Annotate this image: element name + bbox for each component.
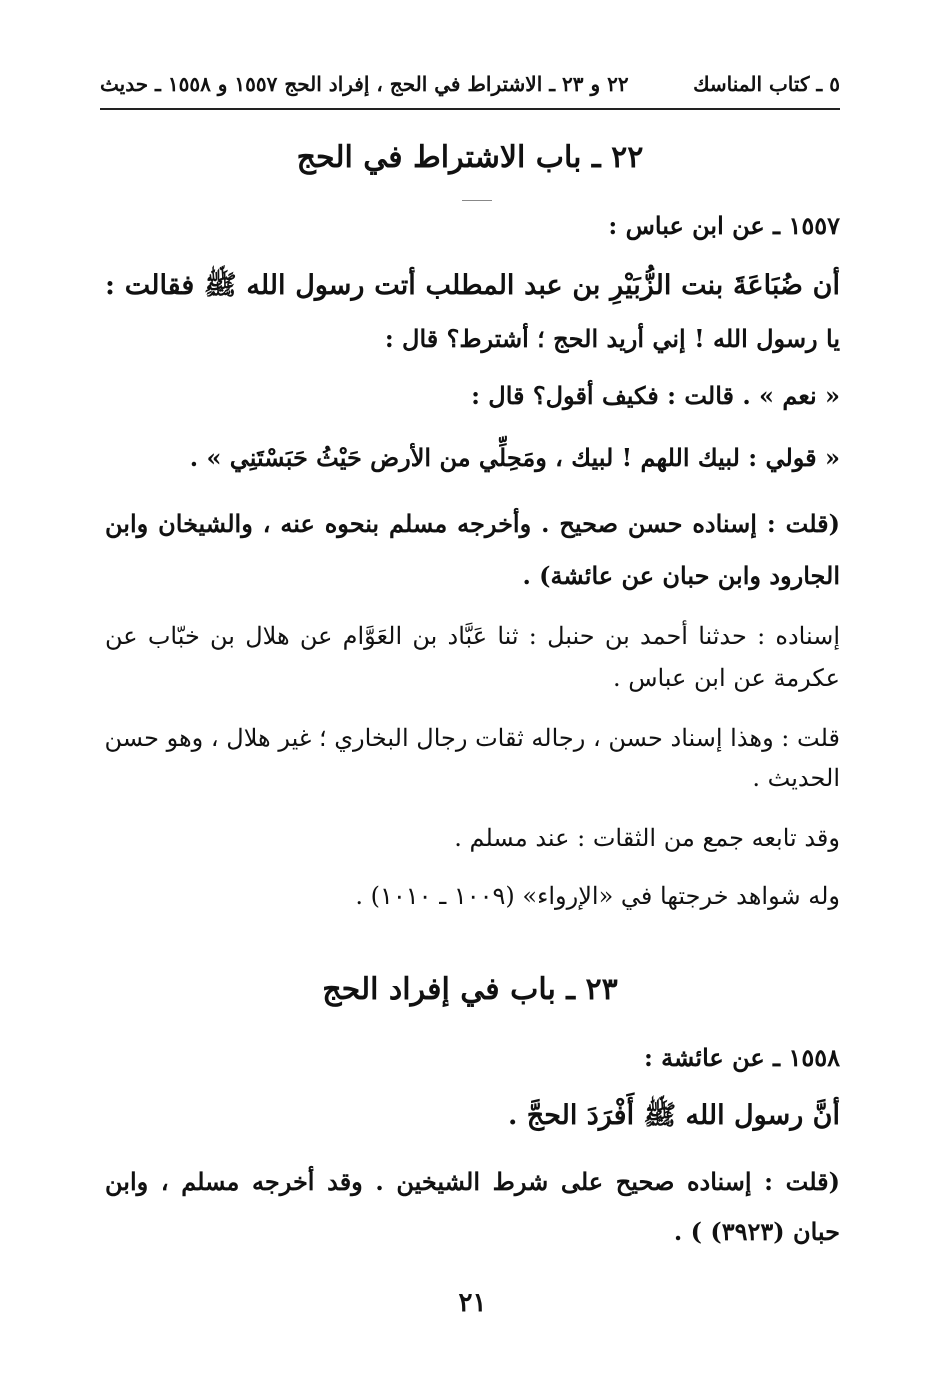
hadith-1557-text-line: « نعم » . قالت : فكيف أقول؟ قال : <box>471 381 840 410</box>
hadith-1557-heading: ١٥٥٧ ـ عن ابن عباس : <box>608 211 840 240</box>
hadith-1557-text-line: « قولي : لبيك اللهم ! لبيك ، ومَحِلِّي من الأرض حَيْثُ حَبَسْتَنِي » . <box>189 443 840 472</box>
hadith-1557-isnad-line: إسناده : حدثنا أحمد بن حنبل : ثنا عَبَّاد بن العَوَّام عن هلال بن خبّاب عن <box>105 622 840 650</box>
hadith-1557-isnad-line: عكرمة عن ابن عباس . <box>612 664 840 692</box>
hadith-1557-follow-line: وقد تابعه جمع من الثقات : عند مسلم . <box>454 824 840 852</box>
hadith-1557-comment-line: الحديث . <box>752 764 840 792</box>
hadith-1558-heading: ١٥٥٨ ـ عن عائشة : <box>643 1043 840 1072</box>
hadith-1558-text-line: أنَّ رسول الله ﷺ أَفْرَدَ الحجَّ . <box>507 1100 840 1131</box>
header-rule <box>100 108 840 110</box>
hadith-1557-witness-line: وله شواهد خرجتها في «الإرواء» (١٠٠٩ ـ ١٠١٠) . <box>355 882 840 910</box>
chapter-22-title: ٢٢ ـ باب الاشتراط في الحج <box>296 140 644 175</box>
title-divider-mark <box>462 200 492 201</box>
hadith-1558-note-line: حبان (٣٩٢٣) ) . <box>673 1217 840 1246</box>
header-book-title: ٥ ـ كتاب المناسك <box>693 72 840 96</box>
hadith-1558-note-line: (قلت : إسناده صحيح على شرط الشيخين . وقد أخرجه مسلم ، وابن <box>105 1167 840 1196</box>
hadith-1557-comment-line: قلت : وهذا إسناد حسن ، رجاله ثقات رجال البخاري ؛ غير هلال ، وهو حسن <box>104 724 840 752</box>
hadith-1557-note-line: الجارود وابن حبان عن عائشة) . <box>522 561 840 590</box>
header-section-title: ٢٢ و ٢٣ ـ الاشتراط في الحج ، إفراد الحج ١٥٥٧ و ١٥٥٨ ـ حديث <box>100 72 629 96</box>
running-header <box>100 72 840 108</box>
hadith-1557-text-line: أن ضُبَاعَةَ بنت الزُّبَيْرِ بن عبد المطلب أتت رسول الله ﷺ فقالت : <box>105 270 840 301</box>
hadith-1557-note-line: (قلت : إسناده حسن صحيح . وأخرجه مسلم بنحوه عنه ، والشيخان وابن <box>105 509 840 538</box>
hadith-1557-text-line: يا رسول الله ! إني أريد الحج ؛ أشترط؟ قال : <box>384 324 840 353</box>
page-number: ٢١ <box>458 1288 487 1318</box>
chapter-23-title: ٢٣ ـ باب في إفراد الحج <box>322 972 618 1007</box>
